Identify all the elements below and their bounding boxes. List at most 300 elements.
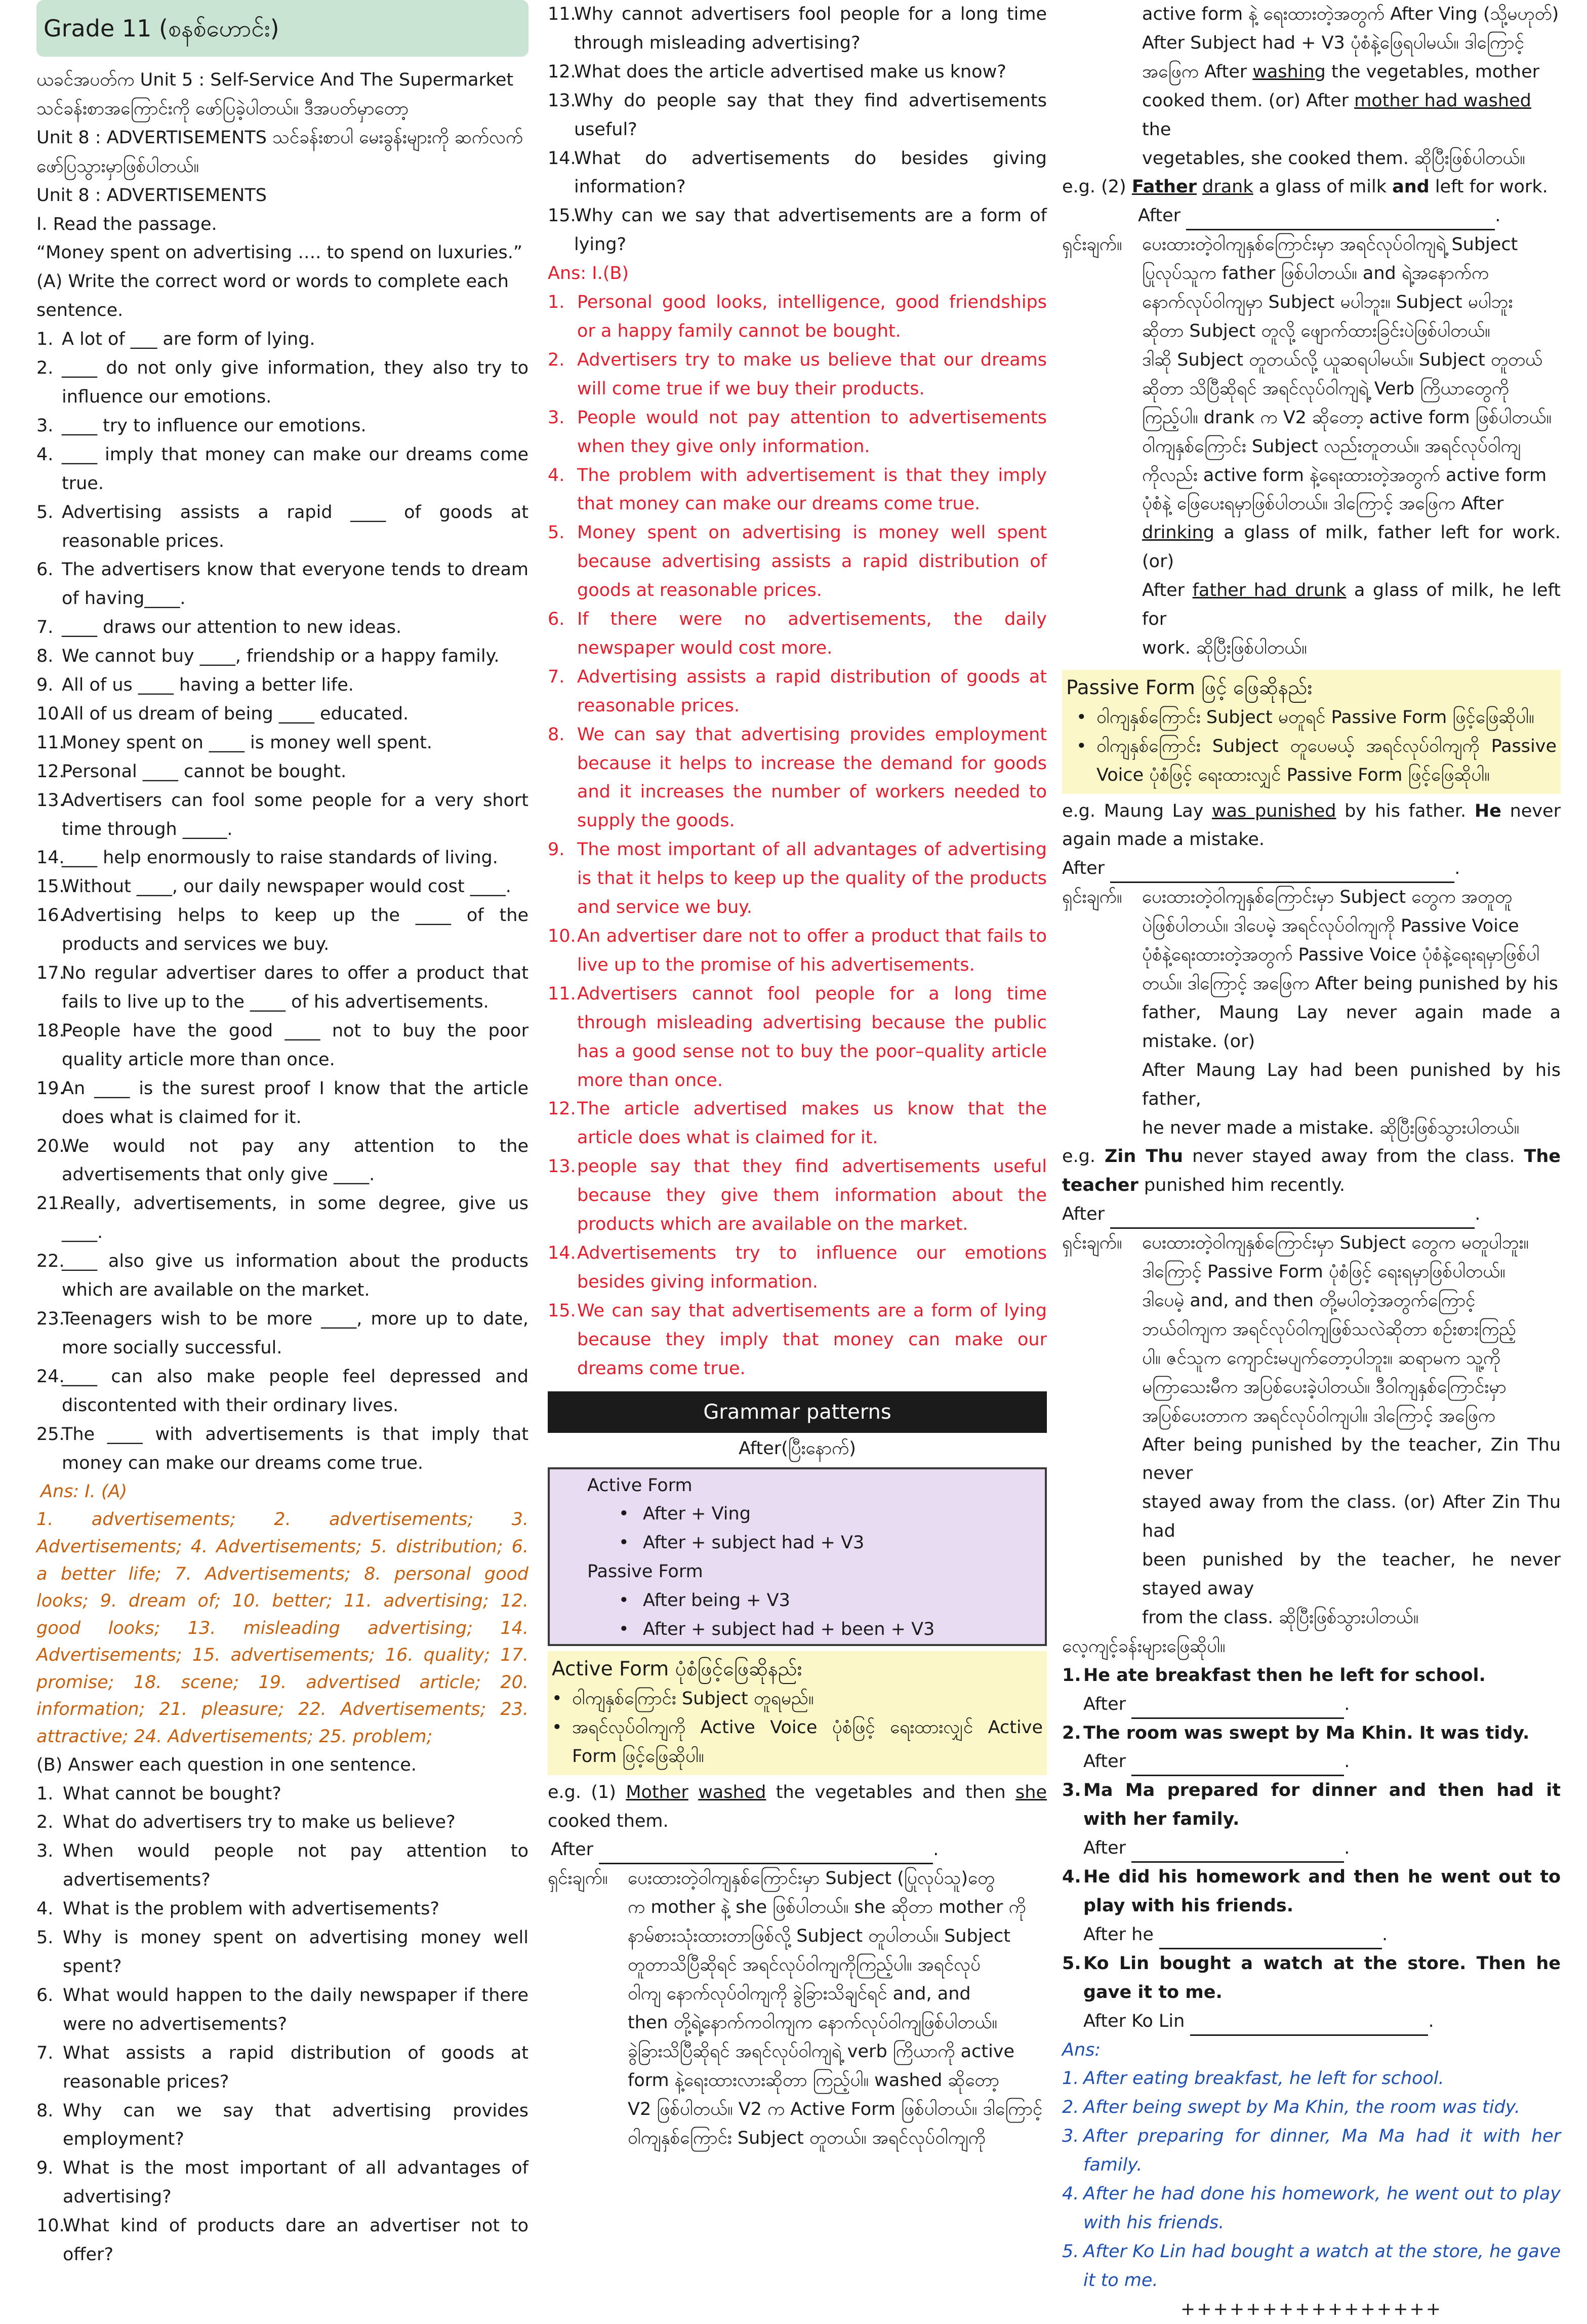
answer — [548, 922, 1047, 980]
question — [36, 1132, 528, 1190]
question-text: Advertising helps to keep up the ____ of the products and services we buy. — [62, 905, 528, 955]
answer-line: After Ko Lin . — [1062, 2007, 1561, 2036]
question-text: What is the most important of all advantages of advertising? — [63, 2158, 528, 2208]
intro-line: Unit 8 : ADVERTISEMENTS သင်ခန်းစာပါ မေးခွန်းများကို ဆက်လက် — [36, 127, 523, 148]
answer-line: After . — [1062, 1200, 1561, 1229]
question-number: 9. — [36, 2158, 54, 2179]
question — [36, 671, 528, 700]
explanation-line: ပါ။ ဇင်သူက ကျောင်းမပျက်တော့ပါဘူး။ ဆရာမက သူ့ကို — [1142, 1348, 1500, 1369]
question-number: 5. — [36, 1928, 54, 1948]
question-text: What cannot be bought? — [63, 1783, 281, 1804]
answer — [548, 980, 1047, 1095]
answer-text: Advertising assists a rapid distribution of goods at reasonable prices. — [577, 666, 1047, 716]
answer-text: People would not pay attention to advertisements when they give only information. — [577, 407, 1047, 457]
question — [36, 1780, 528, 1809]
rule-item: • ဝါကျနှစ်ကြောင်း Subject တူပေမယ့် အရင်လုပ်ဝါကျကို Passive Voice ပုံစံဖြင့် ရေးထားလျှင် Passive Form ဖြင့်ဖြေဆိုပါ။ — [1076, 736, 1557, 785]
explanation-line: ဆိုတာ သိပြီဆိုရင် အရင်လုပ်ဝါကျရဲ့ Verb ကြိယာတွေကို — [1142, 378, 1510, 399]
question — [36, 1363, 528, 1420]
section-heading: I. Read the passage. — [36, 214, 217, 234]
practice-answer-list — [1062, 2064, 1561, 2295]
explanation-line: ပေးထားတဲ့ဝါကျနှစ်ကြောင်းမှာ Subject တွေက မတူပါဘူး။ — [1142, 1233, 1529, 1254]
part-a-answers: 1. advertisements; 2. advertisements; 3. Advertisements; 4. Advertisements; 5. distribution; 6. a better life; 7. Advertisements; 8. personal good looks; 9. dream of; 10. better; 11. advertising; 12. good looks; 13. misleading advertising; 14. Advertisements; 15. advertisements; 16. quality; 17. promise; 18. scene; 19. advertised article; 20. information; 21. pleasure; 22. Advertisements; 23. attractive; 24. Advertisements; 25. problem; — [36, 1509, 528, 1747]
practice-item — [1062, 1661, 1561, 1690]
part-b-answer-list — [548, 288, 1047, 1383]
explanation-line: ပဲဖြစ်ပါတယ်။ ဒါပေမဲ့ အရင်လုပ်ဝါကျကို Passive Voice — [1142, 916, 1519, 937]
question — [36, 1189, 528, 1247]
practice-text: He did his homework and then he went out to play with his friends. — [1083, 1867, 1561, 1916]
question-text: The ____ with advertisements is that imply that money can make our dreams come true. — [62, 1424, 528, 1473]
part-b-question-list-1 — [36, 1780, 528, 2269]
question — [36, 1074, 528, 1132]
question-number: 14. — [36, 848, 65, 868]
question-number: 15. — [548, 206, 576, 226]
answer-number: 8. — [548, 724, 565, 745]
rule-item: • ဝါကျနှစ်ကြောင်း Subject တူရမည်။ — [552, 1688, 814, 1709]
end-mark: ++++++++++++++++ — [1180, 2299, 1443, 2319]
question-number: 21. — [36, 1193, 65, 1214]
question-text: ____ also give us information about the products which are available on the market. — [62, 1251, 528, 1301]
question-number: 13. — [36, 790, 65, 811]
answer — [548, 518, 1047, 605]
explanation-line: ပုံစံနဲ့ရေးထားတဲ့အတွက် Passive Voice ပုံစံနဲ့ရေးရမှာဖြစ်ပါ — [1142, 945, 1540, 966]
question — [36, 1420, 528, 1478]
question-number: 4. — [36, 444, 54, 465]
answer-prefix: After — [1083, 1694, 1126, 1714]
question-number: 7. — [36, 2042, 54, 2063]
question — [36, 729, 528, 757]
question-number: 11. — [548, 4, 576, 24]
question-text: Teenagers wish to be more ____, more up to date, more socially successful. — [62, 1308, 528, 1358]
answer — [548, 835, 1047, 922]
question-text: All of us ____ having a better life. — [62, 675, 354, 696]
explanation-line: been punished by the teacher, he never stayed away — [1142, 1550, 1561, 1599]
explanation-line: he never made a mistake. ဆိုပြီးဖြစ်သွားပါတယ်။ — [1142, 1117, 1520, 1138]
practice-answer — [1062, 2064, 1561, 2093]
question-text: What kind of products dare an advertiser not to offer? — [63, 2216, 528, 2265]
answer-number: 14. — [548, 1243, 576, 1263]
answer-prefix: After — [1083, 1751, 1126, 1772]
answer-number: 2. — [548, 349, 565, 370]
passage-quote: “Money spent on advertising …. to spend on luxuries.” — [36, 243, 522, 263]
explanation-line: father, Maung Lay never again made a mistake. (or) — [1142, 1002, 1561, 1052]
explanation-line: တူတာသိပြီဆိုရင် အရင်လုပ်ဝါကျကိုကြည့်ပါ။ အရင်လုပ် — [628, 1955, 981, 1976]
question — [36, 1305, 528, 1363]
answer — [548, 1152, 1047, 1239]
practice-heading: လေ့ကျင့်ခန်းများဖြေဆိုပါ။ — [1062, 1636, 1226, 1657]
answer-blank — [1131, 1755, 1344, 1776]
pattern-item: • After + Ving — [619, 1504, 751, 1525]
explanation-line: ဒါပေမဲ့ and, and then တို့မပါတဲ့အတွက်ကြောင့် — [1142, 1290, 1476, 1311]
after-heading: After(ပြီးနောက်) — [739, 1438, 856, 1459]
pattern-item: • After being + V3 — [619, 1590, 790, 1611]
question-text: Without ____, our daily newspaper would cost ____. — [62, 876, 511, 897]
answer-text: We can say that advertising provides employment because it helps to increase the demand for goods and it increases the number of workers needed to supply the goods. — [577, 724, 1047, 831]
practice-answer-text: After being swept by Ma Khin, the room was tidy. — [1083, 2097, 1520, 2118]
explanation-line: တယ်။ ဒါကြောင့် အဖြေက After being punished by his — [1142, 974, 1558, 994]
practice-answer — [1062, 2180, 1561, 2237]
question-text: ____ can also make people feel depressed and discontented with their ordinary lives. — [62, 1366, 528, 1416]
page-title: Grade 11 (စနစ်ဟောင်း) — [36, 0, 528, 57]
practice-answer — [1062, 2122, 1561, 2180]
question — [36, 1808, 528, 1837]
question-text: ____ help enormously to raise standards of living. — [62, 848, 498, 868]
question-text: What is the problem with advertisements? — [63, 1899, 439, 1919]
answer-blank — [1190, 2015, 1428, 2036]
answer-text: The most important of all advantages of advertising is that it helps to keep up the quality of the products and service we buy. — [577, 839, 1047, 918]
question — [36, 354, 528, 412]
question-text: What does the article advertised make us know? — [574, 61, 1006, 82]
answer — [548, 605, 1047, 663]
pattern-item: • After + subject had + V3 — [619, 1533, 865, 1553]
question-text: ____ imply that money can make our dreams come true. — [62, 444, 528, 494]
question — [36, 440, 528, 498]
question — [36, 1981, 528, 2039]
question-number: 11. — [36, 732, 65, 753]
question-number: 17. — [36, 963, 65, 984]
question-number: 9. — [36, 675, 54, 696]
explanation-line: ဒါကြောင့် Passive Form ပုံစံဖြင့် ရေးရမှာဖြစ်ပါတယ်။ — [1142, 1262, 1505, 1283]
question-text: ____ do not only give information, they also try to influence our emotions. — [62, 358, 528, 407]
explanation-line: ကြည့်ပါ။ drank က V2 ဆိုတော့ active form ဖြစ်ပါတယ်။ — [1142, 407, 1552, 428]
unit-heading: Unit 8 : ADVERTISEMENTS — [36, 185, 267, 206]
question-text: People have the good ____ not to buy the poor quality article more than once. — [62, 1020, 528, 1070]
question-text: What assists a rapid distribution of goods at reasonable prices? — [63, 2042, 528, 2092]
question-number: 15. — [36, 876, 65, 897]
answer-line: After . — [548, 1835, 1047, 1864]
question-text: Why can we say that advertisements are a form of lying? — [574, 206, 1047, 255]
question-text: Why cannot advertisers fool people for a long time through misleading advertising? — [574, 4, 1047, 53]
answer-text: Advertisers try to make us believe that our dreams will come true if we buy their products. — [577, 349, 1047, 399]
question — [36, 1924, 528, 1981]
question — [36, 1895, 528, 1924]
answer-line: After . — [1062, 854, 1561, 883]
question — [36, 786, 528, 844]
question — [36, 412, 528, 440]
answer-line: After he . — [1062, 1920, 1561, 1949]
question-text: When would people not pay attention to advertisements? — [63, 1841, 528, 1891]
explanation-line: After Maung Lay had been punished by his father, — [1142, 1060, 1561, 1109]
explanation-line: က mother နဲ့ she ဖြစ်ပါတယ်။ she ဆိုတာ mother ကို — [628, 1897, 1026, 1918]
question-number: 24. — [36, 1366, 65, 1387]
active-form-label: Active Form — [587, 1475, 693, 1496]
question — [36, 325, 528, 354]
active-form-heading: Active Form ပုံစံဖြင့်ဖြေဆိုနည်း — [552, 1657, 802, 1680]
answer — [548, 346, 1047, 404]
column-2 — [548, 0, 1047, 2148]
answer-number: 11. — [548, 983, 576, 1004]
explanation-line: အပြစ်ပေးတာက အရင်လုပ်ဝါကျပါ။ ဒါကြောင့် အဖြေက — [1142, 1406, 1495, 1426]
answer-prefix: After he — [1083, 1924, 1154, 1945]
explanation: ရှင်းချက်။ ပေးထားတဲ့ဝါကျနှစ်ကြောင်းမှာ Subject တွေက အတူတူ ပဲဖြစ်ပါတယ်။ ဒါပေမဲ့ အရင်လုပ်ဝါကျကို Passive Voice ပုံစံနဲ့ရေးထားတဲ့အတွက် Passive Voice ပုံစံနဲ့ရေးရမှာဖြစ်ပါ တယ်။ ဒါကြောင့် အဖြေက After being punished by his father, Maung Lay never again made a mistake. (or) After Maung Lay had been punished by his father, he never made a mistake. ဆိုပြီးဖြစ်သွားပါတယ်။ — [1062, 883, 1561, 1142]
explanation-line: ပေးထားတဲ့ဝါကျနှစ်ကြောင်းမှာ အရင်လုပ်ဝါကျရဲ့ Subject — [1142, 234, 1518, 255]
question-text: Why is money spent on advertising money well spent? — [63, 1928, 528, 1977]
question — [548, 144, 1047, 202]
answer-line: After . — [1062, 1690, 1561, 1719]
answer-blank — [1131, 1842, 1344, 1863]
answer-blank — [1159, 1929, 1382, 1949]
answer — [548, 461, 1047, 519]
question-number: 14. — [548, 148, 576, 169]
answer-text: Advertisers cannot fool people for a long time through misleading advertising because the public has a good sense not to buy the poor–quality article more than once. — [577, 983, 1047, 1091]
question — [36, 2039, 528, 2097]
explanation-line: After Subject had + V3 ပုံစံနဲ့ဖြေရပါမယ်။ ဒါကြောင့် — [1142, 32, 1524, 53]
part-a-answer-label: Ans: I. (A) — [40, 1481, 128, 1502]
column-1 — [36, 0, 528, 2265]
question — [36, 642, 528, 671]
practice-number: 5. — [1062, 1953, 1081, 1974]
question-text: Advertisers can fool some people for a very short time through _____. — [62, 790, 528, 839]
question — [548, 87, 1047, 144]
practice-answer-number: 4. — [1062, 2184, 1079, 2205]
question — [36, 844, 528, 872]
question — [36, 1247, 528, 1305]
explanation-line: နောက်လုပ်ဝါကျမှာ Subject မပါဘူး။ Subject မပါဘူး — [1142, 292, 1513, 313]
question-text: What would happen to the daily newspaper if there were no advertisements? — [63, 1985, 528, 2034]
question — [36, 2097, 528, 2154]
question-number: 23. — [36, 1308, 65, 1329]
practice-number: 4. — [1062, 1867, 1081, 1888]
practice-answer-number: 5. — [1062, 2241, 1079, 2262]
practice-item — [1062, 1863, 1561, 1920]
question-number: 22. — [36, 1251, 65, 1272]
question — [36, 1837, 528, 1895]
patterns-box — [548, 1467, 1047, 1646]
answer-line: After . — [1062, 1834, 1561, 1863]
answer-number: 15. — [548, 1300, 576, 1321]
question-number: 16. — [36, 905, 65, 926]
answer-blank — [1131, 1698, 1344, 1719]
answer-text: people say that they find advertisements useful because they give them information about the products which are available on the market. — [577, 1156, 1047, 1235]
practice-item — [1062, 1776, 1561, 1834]
answer — [548, 1239, 1047, 1297]
question-text: We would not pay any attention to the advertisements that only give ____. — [62, 1136, 528, 1185]
explanation: ရှင်းချက်။ ပေးထားတဲ့ဝါကျနှစ်ကြောင်းမှာ Subject တွေက မတူပါဘူး။ ဒါကြောင့် Passive Form ပုံစံဖြင့် ရေးရမှာဖြစ်ပါတယ်။ ဒါပေမဲ့ and, and then တို့မပါတဲ့အတွက်ကြောင့် ဘယ်ဝါကျက အရင်လုပ်ဝါကျဖြစ်သလဲဆိုတာ စဉ်းစားကြည့် ပါ။ ဇင်သူက ကျောင်းမပျက်တော့ပါဘူး။ ဆရာမက သူ့ကို မကြာသေးမီက အပြစ်ပေးခဲ့ပါတယ်။ ဒီဝါကျနှစ်ကြောင်းမှာ အပြစ်ပေးတာက အရင်လုပ်ဝါကျပါ။ ဒါကြောင့် အဖြေက After being punished by the teacher, Zin Thu never stayed away from the class. (or) After Zin Thu had been punished by the teacher, he never stayed away from the class. ဆိုပြီးဖြစ်သွားပါတယ်။ — [1062, 1229, 1561, 1632]
question — [36, 2154, 528, 2212]
answer-text: We can say that advertisements are a form of lying because they imply that money can make our dreams come true. — [577, 1300, 1047, 1379]
practice-number: 2. — [1062, 1722, 1081, 1743]
question-number: 18. — [36, 1020, 65, 1041]
practice-item — [1062, 1719, 1561, 1748]
practice-text: Ma Ma prepared for dinner and then had it with her family. — [1083, 1780, 1561, 1830]
question-text: ____ draws our attention to new ideas. — [62, 617, 402, 638]
question — [548, 0, 1047, 58]
practice-item — [1062, 1949, 1561, 2007]
answer — [548, 663, 1047, 720]
explanation-line: V2 ဖြစ်ပါတယ်။ V2 က Active Form ဖြစ်ပါတယ်။ ဒါကြောင့် — [628, 2099, 1043, 2119]
explanation-line: ဝါကျနှစ်ကြောင်း Subject လည်းတူတယ်။ အရင်လုပ်ဝါကျ — [1142, 436, 1521, 457]
question-number: 8. — [36, 2100, 54, 2121]
practice-answer-number: 2. — [1062, 2097, 1079, 2118]
question-number: 25. — [36, 1424, 65, 1445]
question-text: A lot of ___ are form of lying. — [62, 329, 315, 350]
answer-number: 6. — [548, 609, 565, 630]
explanation-line: ပြုလုပ်သူက father ဖြစ်ပါတယ်။ and ရဲ့အနောက်က — [1142, 263, 1489, 284]
explanation-line: ပေးထားတဲ့ဝါကျနှစ်ကြောင်းမှာ Subject (ပြုလုပ်သူ)တွေ — [628, 1868, 995, 1889]
question-text: An ____ is the surest proof I know that the article does what is claimed for it. — [62, 1078, 528, 1128]
part-b-answer-label: Ans: I.(B) — [548, 263, 629, 284]
explanation-line: from the class. ဆိုပြီးဖြစ်သွားပါတယ်။ — [1142, 1607, 1419, 1628]
practice-answer-text: After Ko Lin had bought a watch at the store, he gave it to me. — [1083, 2241, 1561, 2291]
question-text: Really, advertisements, in some degree, give us ____. — [62, 1193, 528, 1243]
explanation-line: ပုံစံနဲ့ ဖြေပေးရမှာဖြစ်ပါတယ်။ ဒါကြောင့် အဖြေက After — [1142, 494, 1504, 514]
question-text: Why can we say that advertising provides employment? — [63, 2100, 528, 2150]
question — [36, 498, 528, 556]
explanation-continued: active form နဲ့ ရေးထားတဲ့အတွက် After Ving (သို့မဟုတ်) After Subject had + V3 ပုံစံနဲ့ဖြေရပါမယ်။ ဒါကြောင့် အဖြေက After washing the vegetables, mother cooked them. (or) After mother had washed the vegetables, she cooked them. ဆိုပြီးဖြစ်ပါတယ်။ — [1062, 0, 1561, 173]
answer-text: An advertiser dare not to offer a product that fails to live up to the promise of his advertisements. — [577, 926, 1047, 975]
explanation-line: ခွဲခြားသိပြီဆိုရင် အရင်လုပ်ဝါကျရဲ့ verb ကြိယာကို active — [628, 2041, 1015, 2062]
grammar-heading: Grammar patterns — [548, 1391, 1047, 1433]
explanation-line: then တို့ရဲ့နောက်ကဝါကျက နောက်လုပ်ဝါကျဖြစ်ပါတယ်။ — [628, 2012, 998, 2033]
intro-line: သင်ခန်းစာအကြောင်းကို ဖော်ပြခဲ့ပါတယ်။ ဒီအပတ်မှာတော့ — [36, 98, 409, 119]
question-number: 10. — [36, 2216, 65, 2236]
explanation-line: မကြာသေးမီက အပြစ်ပေးခဲ့ပါတယ်။ ဒီဝါကျနှစ်ကြောင်းမှာ — [1142, 1377, 1507, 1397]
answer-number: 12. — [548, 1099, 576, 1119]
question — [548, 58, 1047, 87]
question-text: All of us dream of being ____ educated. — [62, 703, 409, 724]
explanation-line: ဝါကျနှစ်ကြောင်း Subject တူတယ်။ အရင်လုပ်ဝါကျကို — [628, 2128, 986, 2148]
answer-number: 4. — [548, 465, 565, 486]
part-b-question-list-2 — [548, 0, 1047, 259]
question-number: 20. — [36, 1136, 65, 1156]
answer-line: After . — [1062, 1747, 1561, 1776]
practice-text: The room was swept by Ma Khin. It was tidy. — [1083, 1722, 1530, 1743]
explanation: ရှင်းချက်။ ပေးထားတဲ့ဝါကျနှစ်ကြောင်းမှာ Subject (ပြုလုပ်သူ)တွေ က mother နဲ့ she ဖြစ်ပါတယ်။ she ဆိုတာ mother ကို နာမ်စားသုံးထားတာဖြစ်လို့ Subject တူပါတယ်။ Subject တူတာသိပြီဆိုရင် အရင်လုပ်ဝါကျကိုကြည့်ပါ။ အရင်လုပ် ဝါကျ နောက်လုပ်ဝါကျကို ခွဲခြားသိချင်ရင် and, and then တို့ရဲ့နောက်ကဝါကျက နောက်လုပ်ဝါကျဖြစ်ပါတယ်။ ခွဲခြားသိပြီဆိုရင် အရင်လုပ်ဝါကျရဲ့ verb ကြိယာကို active form နဲ့ရေးထားလားဆိုတာ ကြည့်ပါ။ washed ဆိုတော့ V2 ဖြစ်ပါတယ်။ V2 က Active Form ဖြစ်ပါတယ်။ ဒါကြောင့် ဝါကျနှစ်ကြောင်း Subject တူတယ်။ အရင်လုပ်ဝါကျကို — [548, 1864, 1047, 2152]
question — [36, 613, 528, 642]
explanation-line: active form နဲ့ ရေးထားတဲ့အတွက် After Ving (သို့မဟုတ်) — [1142, 4, 1559, 24]
answer-line: After . — [1062, 202, 1561, 230]
explanation-line: After being punished by the teacher, Zin Thu never — [1142, 1434, 1561, 1484]
practice-text: He ate breakfast then he left for school. — [1083, 1665, 1486, 1686]
practice-number: 1. — [1062, 1665, 1081, 1686]
question-number: 4. — [36, 1899, 54, 1919]
question-number: 2. — [36, 1812, 54, 1833]
active-form-box — [548, 1651, 1047, 1775]
passive-form-label: Passive Form — [587, 1561, 703, 1582]
explanation-line: ဝါကျ နောက်လုပ်ဝါကျကို ခွဲခြားသိချင်ရင် and, and — [628, 1984, 971, 2004]
question-number: 2. — [36, 358, 54, 379]
explanation-line: နာမ်စားသုံးထားတာဖြစ်လို့ Subject တူပါတယ်။ Subject — [628, 1926, 1010, 1947]
question-number: 3. — [36, 1841, 54, 1862]
pattern-item: • After + subject had + been + V3 — [619, 1619, 935, 1640]
intro-line: ယခင်အပတ်က Unit 5 : Self-Service And The Supermarket — [36, 70, 514, 90]
example-sentence: e.g. Zin Thu never stayed away from the class. The teacher punished him recently. — [1062, 1146, 1561, 1196]
question — [36, 872, 528, 901]
question-text: What do advertisers try to make us believe? — [63, 1812, 456, 1833]
answer — [548, 1095, 1047, 1152]
answer-number: 5. — [548, 523, 565, 543]
part-a-instruction: (A) Write the correct word or words to complete each sentence. — [36, 271, 509, 321]
answer-text: The article advertised makes us know that the article does what is claimed for it. — [577, 1099, 1047, 1148]
passive-form-heading: Passive Form ဖြင့် ဖြေဆိုနည်း — [1066, 676, 1313, 699]
practice-answer — [1062, 2237, 1561, 2295]
practice-number: 3. — [1062, 1780, 1081, 1801]
explanation-line: ဘယ်ဝါကျက အရင်လုပ်ဝါကျဖြစ်သလဲဆိုတာ စဉ်းစားကြည့် — [1142, 1319, 1516, 1340]
question-text: We cannot buy ____, friendship or a happy family. — [62, 646, 500, 667]
question-number: 6. — [36, 559, 54, 580]
question-number: 6. — [36, 1985, 54, 2006]
answer-text: Personal good looks, intelligence, good friendships or a happy family cannot be bought. — [577, 292, 1047, 341]
explanation-line: stayed away from the class. (or) After Zin Thu had — [1142, 1492, 1561, 1542]
answer-prefix: After Ko Lin — [1083, 2011, 1185, 2031]
question-number: 3. — [36, 415, 54, 436]
answer-number: 1. — [548, 292, 565, 313]
question-text: What do advertisements do besides giving information? — [574, 148, 1047, 197]
example-sentence: e.g. Maung Lay was punished by his father. He never again made a mistake. — [1062, 800, 1561, 850]
practice-list — [1062, 1661, 1561, 2036]
answer-number: 3. — [548, 407, 565, 428]
question-text: Money spent on ____ is money well spent. — [62, 732, 432, 753]
practice-answer-text: After eating breakfast, he left for school. — [1083, 2068, 1444, 2089]
question-text: Personal ____ cannot be bought. — [62, 761, 347, 782]
answer-prefix: After — [1083, 1838, 1126, 1859]
question — [548, 202, 1047, 259]
rule-item: • အရင်လုပ်ဝါကျကို Active Voice ပုံစံဖြင့် ရေးထားလျှင် Active Form ဖြင့်ဖြေဆိုပါ။ — [552, 1717, 1043, 1767]
question-number: 13. — [548, 90, 576, 111]
intro-line: ဖော်ပြသွားမှာဖြစ်ပါတယ်။ — [36, 156, 199, 177]
practice-answer-number: 1. — [1062, 2068, 1079, 2089]
question — [36, 700, 528, 729]
question — [36, 1017, 528, 1074]
question-number: 10. — [36, 703, 65, 724]
answer-number: 9. — [548, 839, 565, 860]
part-b-instruction: (B) Answer each question in one sentence. — [36, 1754, 417, 1775]
answer-text: If there were no advertisements, the daily newspaper would cost more. — [577, 609, 1047, 658]
question-text: Why do people say that they find advertisements useful? — [574, 90, 1047, 140]
question-text: ____ try to influence our emotions. — [62, 415, 367, 436]
practice-answer-number: 3. — [1062, 2126, 1079, 2147]
explanation-line: ပေးထားတဲ့ဝါကျနှစ်ကြောင်းမှာ Subject တွေက အတူတူ — [1142, 887, 1513, 908]
answer-text: Money spent on advertising is money well spent because advertising assists a rapid distribution of goods at reasonable prices. — [577, 523, 1047, 601]
rule-item: • ဝါကျနှစ်ကြောင်း Subject မတူရင် Passive Form ဖြင့်ဖြေဆိုပါ။ — [1076, 707, 1534, 728]
explanation-line: ကိုလည်း active form နဲ့ရေးထားတဲ့အတွက် active form — [1142, 465, 1547, 486]
answer — [548, 404, 1047, 461]
question — [36, 2212, 528, 2269]
example-sentence: e.g. (2) Father drank a glass of milk and left for work. — [1062, 177, 1548, 197]
explanation: ရှင်းချက်။ ပေးထားတဲ့ဝါကျနှစ်ကြောင်းမှာ အရင်လုပ်ဝါကျရဲ့ Subject ပြုလုပ်သူက father ဖြစ်ပါတယ်။ and ရဲ့အနောက်က နောက်လုပ်ဝါကျမှာ Subject မပါဘူး။ Subject မပါဘူး ဆိုတာ Subject တူလို့ ဖျောက်ထားခြင်းပဲဖြစ်ပါတယ်။ ဒါဆို Subject တူတယ်လို့ ယူဆရပါမယ်။ Subject တူတယ် ဆိုတာ သိပြီဆိုရင် အရင်လုပ်ဝါကျရဲ့ Verb ကြိယာတွေကို ကြည့်ပါ။ drank က V2 ဆိုတော့ active form ဖြစ်ပါတယ်။ ဝါကျနှစ်ကြောင်း Subject လည်းတူတယ်။ အရင်လုပ်ဝါကျ ကိုလည်း active form နဲ့ရေးထားတဲ့အတွက် active form ပုံစံနဲ့ ဖြေပေးရမှာဖြစ်ပါတယ်။ ဒါကြောင့် အဖြေက After drinking a glass of milk, father left for work. (or) After father had drunk a glass of milk, he left for work. ဆိုပြီးဖြစ်ပါတယ်။ — [1062, 230, 1561, 663]
answer — [548, 1297, 1047, 1383]
answer-text: Advertisements try to influence our emotions besides giving information. — [577, 1243, 1047, 1292]
answer — [548, 720, 1047, 836]
practice-answer-text: After he had done his homework, he went out to play with his friends. — [1083, 2184, 1561, 2233]
question-number: 19. — [36, 1078, 65, 1099]
question-number: 1. — [36, 329, 54, 350]
question-number: 7. — [36, 617, 54, 638]
practice-answer-text: After preparing for dinner, Ma Ma had it with her family. — [1083, 2126, 1561, 2176]
passive-form-box — [1062, 670, 1561, 794]
answer-text: The problem with advertisement is that they imply that money can make our dreams come true. — [577, 465, 1047, 514]
part-a-question-list — [36, 325, 528, 1477]
question-text: The advertisers know that everyone tends to dream of having____. — [62, 559, 528, 609]
practice-answer-label: Ans: — [1062, 2039, 1101, 2060]
answer — [548, 288, 1047, 346]
question-number: 8. — [36, 646, 54, 667]
practice-answer — [1062, 2093, 1561, 2122]
answer-number: 10. — [548, 926, 576, 946]
column-3 — [1062, 0, 1561, 2319]
answer-number: 7. — [548, 666, 565, 687]
explanation-line: ဆိုတာ Subject တူလို့ ဖျောက်ထားခြင်းပဲဖြစ်ပါတယ်။ — [1142, 320, 1490, 341]
explanation-line: ဒါဆို Subject တူတယ်လို့ ယူဆရပါမယ်။ Subject တူတယ် — [1142, 349, 1543, 370]
question-number: 5. — [36, 502, 54, 523]
question — [36, 757, 528, 786]
question-number: 1. — [36, 1783, 54, 1804]
practice-text: Ko Lin bought a watch at the store. Then he gave it to me. — [1083, 1953, 1561, 2002]
question-number: 12. — [548, 61, 576, 82]
explanation-line: form နဲ့ရေးထားလားဆိုတာ ကြည့်ပါ။ washed ဆိုတော့ — [628, 2070, 999, 2091]
question-text: No regular advertiser dares to offer a product that fails to live up to the ____ of his advertisements. — [62, 963, 528, 1012]
example-sentence: e.g. (1) Mother washed the vegetables and then she cooked them. — [548, 1782, 1047, 1831]
answer-number: 13. — [548, 1156, 576, 1177]
